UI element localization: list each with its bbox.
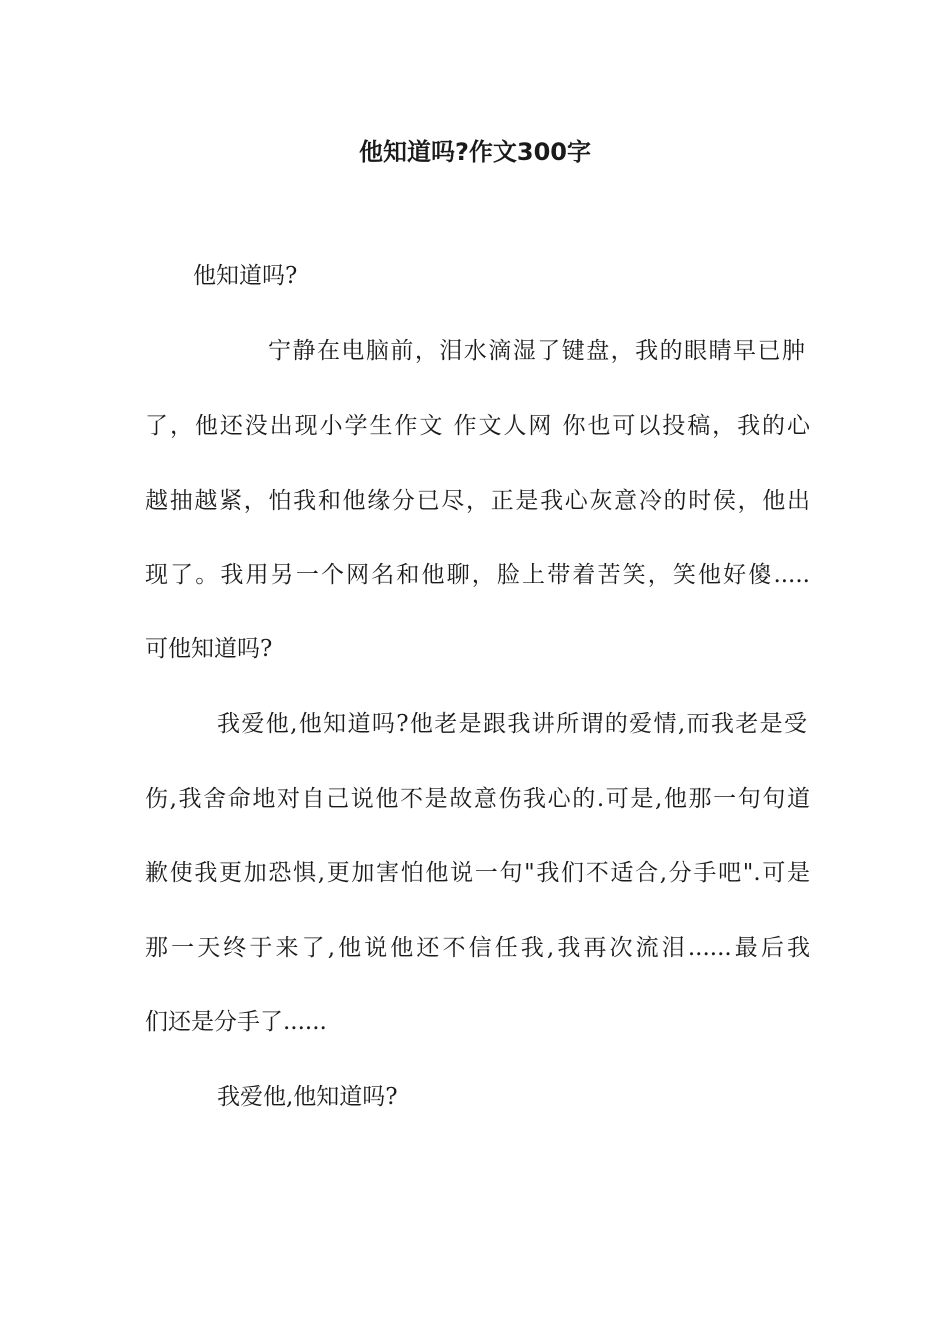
paragraph-line-11: 们还是分手了...... [145, 1009, 327, 1035]
paragraph-line-6: 可他知道吗? [145, 636, 273, 662]
paragraph-line-3: 了，他还没出现小学生作文 作文人网 你也可以投稿，我的心 [145, 413, 810, 439]
paragraph-line-10: 那一天终于来了,他说他还不信任我,我再次流泪......最后我 [145, 935, 810, 961]
paragraph-line-7: 我爱他,他知道吗?他老是跟我讲所谓的爱情,而我老是受 [217, 711, 807, 737]
paragraph-line-9: 歉使我更加恐惧,更加害怕他说一句"我们不适合,分手吧".可是 [145, 860, 810, 886]
document-title: 他知道吗?作文300字 [358, 138, 592, 166]
paragraph-line-4: 越抽越紧，怕我和他缘分已尽，正是我心灰意冷的时侯，他出 [145, 488, 810, 514]
paragraph-line-8: 伤,我舍命地对自己说他不是故意伤我心的.可是,他那一句句道 [145, 786, 810, 812]
paragraph-line-12: 我爱他,他知道吗? [217, 1084, 398, 1110]
paragraph-line-5: 现了。我用另一个网名和他聊，脸上带着苦笑，笑他好傻..... [145, 562, 810, 588]
paragraph-line-2: 宁静在电脑前，泪水滴湿了键盘，我的眼睛早已肿 [268, 338, 805, 364]
paragraph-line-1: 他知道吗? [193, 263, 298, 289]
